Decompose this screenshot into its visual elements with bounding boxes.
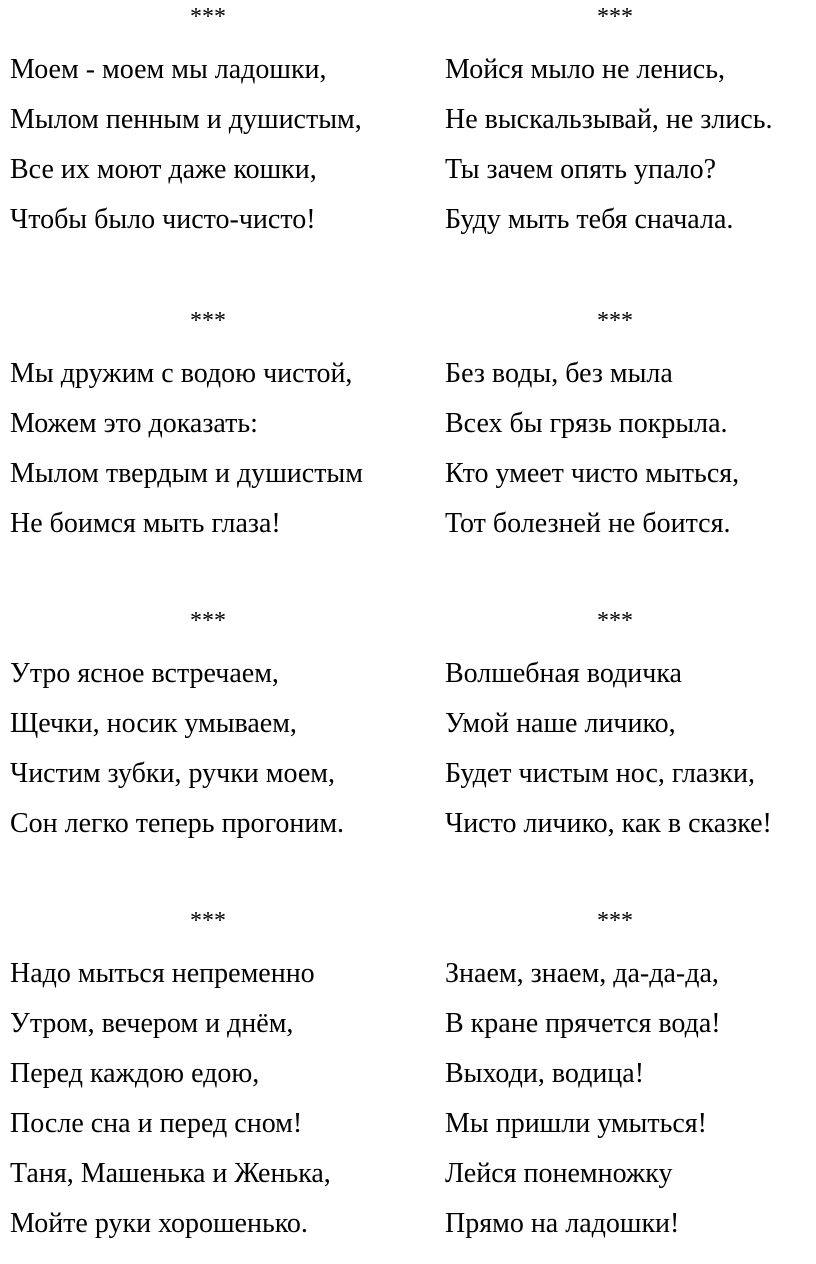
poem-line: Тот болезней не боится. <box>445 508 731 539</box>
poem-line: Всех бы грязь покрыла. <box>445 408 728 439</box>
poem-line: Не выскальзывай, не злись. <box>445 104 773 135</box>
poem-line: Мойся мыло не ленись, <box>445 54 725 85</box>
poem-line: Лейся понемножку <box>445 1158 673 1189</box>
poem-line: Щечки, носик умываем, <box>10 708 297 739</box>
poem-line: Чтобы было чисто-чисто! <box>10 204 316 235</box>
poem-line: Кто умеет чисто мыться, <box>445 458 740 489</box>
poem-line: Сон легко теперь прогоним. <box>10 808 345 839</box>
poem-line: Утро ясное встречаем, <box>10 658 279 689</box>
poem-line: Выходи, водица! <box>445 1058 645 1089</box>
poem-line: Волшебная водичка <box>445 658 682 689</box>
stanza-separator: *** <box>597 308 633 334</box>
stanza-separator: *** <box>190 608 226 634</box>
poem-line: Умой наше личико, <box>445 708 676 739</box>
poem-line: Таня, Машенька и Женька, <box>10 1158 331 1189</box>
poem-line: Можем это доказать: <box>10 408 258 439</box>
poem-line: Знаем, знаем, да-да-да, <box>445 958 719 989</box>
poem-line: Мы дружим с водою чистой, <box>10 358 353 389</box>
poem-line: Мы пришли умыться! <box>445 1108 707 1139</box>
poem-line: Все их моют даже кошки, <box>10 154 317 185</box>
stanza-separator: *** <box>597 908 633 934</box>
poem-line: Будет чистым нос, глазки, <box>445 758 756 789</box>
poem-line: Мойте руки хорошенько. <box>10 1208 308 1239</box>
poem-line: Ты зачем опять упало? <box>445 154 717 185</box>
poem-line: Моем - моем мы ладошки, <box>10 54 327 85</box>
poem-line: Чисто личико, как в сказке! <box>445 808 772 839</box>
poem-line: Чистим зубки, ручки моем, <box>10 758 335 789</box>
poem-line: Мылом твердым и душистым <box>10 458 363 489</box>
poem-line: Мылом пенным и душистым, <box>10 104 362 135</box>
poem-line: Перед каждою едою, <box>10 1058 260 1089</box>
poem-line: После сна и перед сном! <box>10 1108 303 1139</box>
poem-line: Прямо на ладошки! <box>445 1208 680 1239</box>
stanza-separator: *** <box>597 608 633 634</box>
stanza-separator: *** <box>190 308 226 334</box>
poem-line: Надо мыться непременно <box>10 958 315 989</box>
poem-line: Без воды, без мыла <box>445 358 673 389</box>
stanza-separator: *** <box>190 908 226 934</box>
poem-line: Буду мыть тебя сначала. <box>445 204 734 235</box>
poem-line: Не боимся мыть глаза! <box>10 508 281 539</box>
stanza-separator: *** <box>190 4 226 30</box>
poem-line: В кране прячется вода! <box>445 1008 721 1039</box>
stanza-separator: *** <box>597 4 633 30</box>
poem-line: Утром, вечером и днём, <box>10 1008 294 1039</box>
